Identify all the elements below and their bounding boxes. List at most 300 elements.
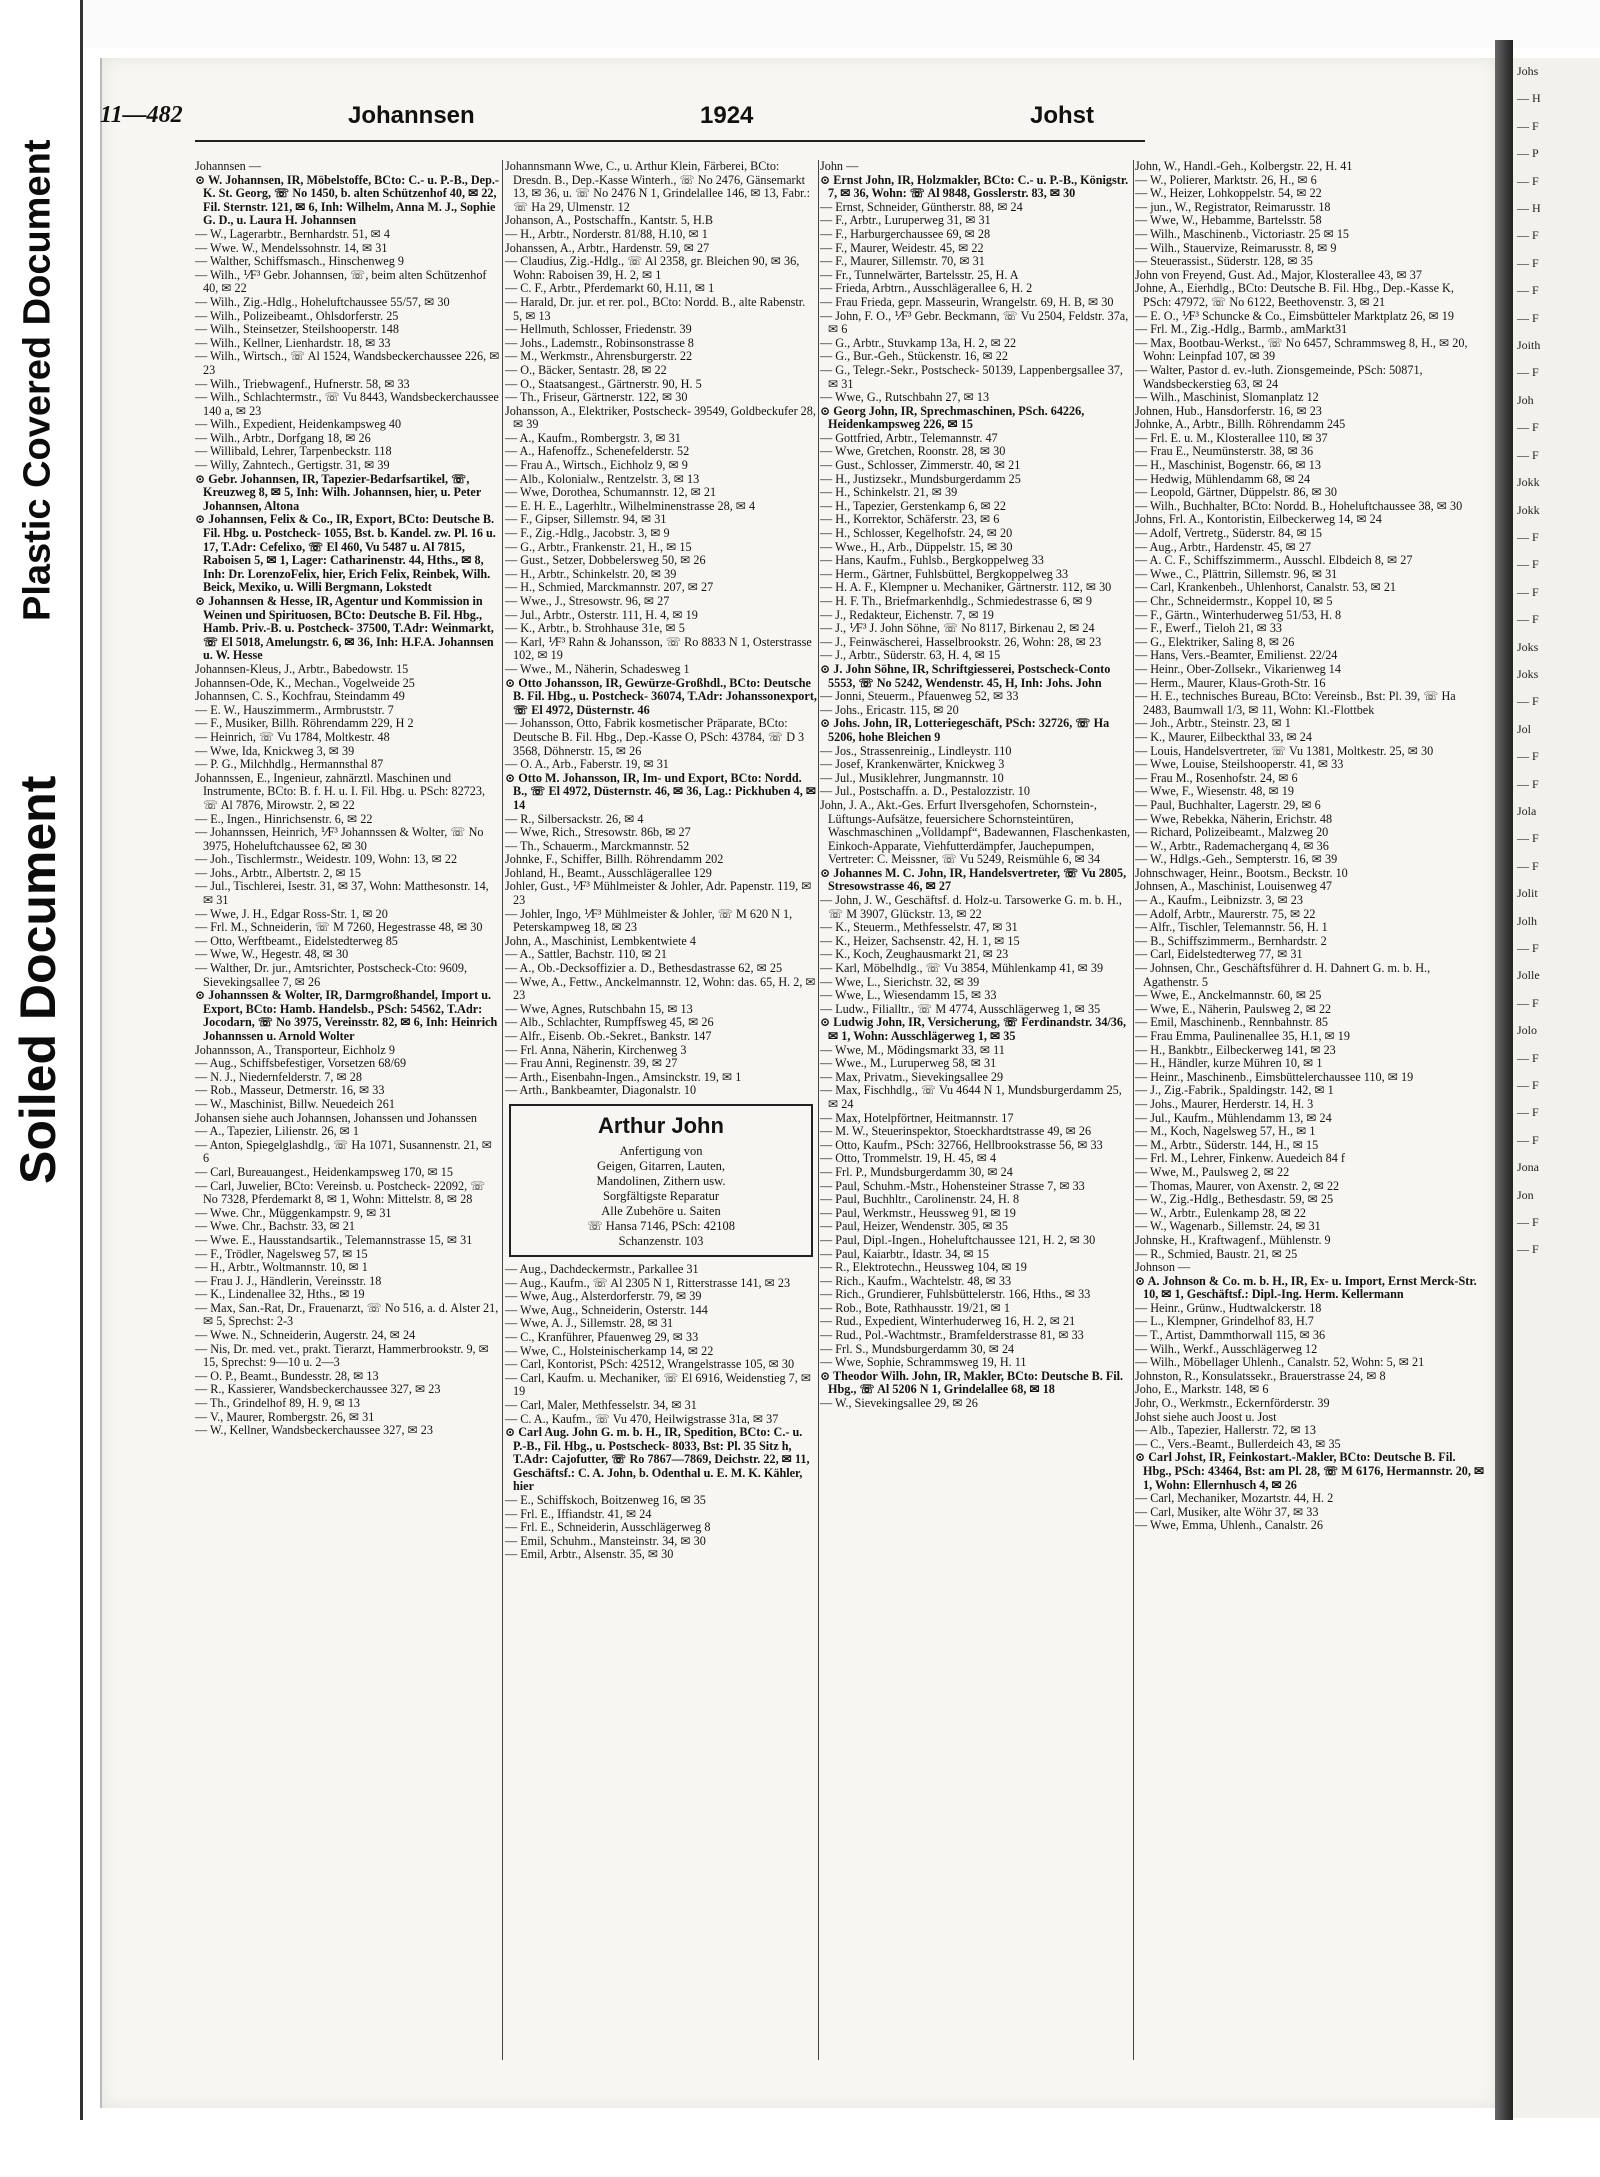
directory-entry: — E. W., Hauszimmerm., Armbruststr. 7 (195, 702, 394, 717)
next-page-line: — F (1517, 1105, 1539, 1120)
soiled-document-label: Soiled Document (10, 775, 66, 1185)
directory-entry: ⊙ Ernst John, IR, Holzmakler, BCto: C.- u. P.-B., Königstr. 7, ✉ 36, Wohn: ☏ Al 9848, Gosslerstr. 83, ✉ 30 (820, 172, 1129, 201)
next-page-line: — F (1517, 365, 1539, 380)
page-gutter-shadow (1495, 40, 1513, 2130)
directory-entry: — H. F. Th., Briefmarkenhdlg., Schmiedestrasse 6, ✉ 9 (820, 594, 1093, 608)
directory-entry: — Emil, Arbtr., Alsenstr. 35, ✉ 30 (505, 1547, 674, 1562)
next-page-line: Joith (1517, 338, 1541, 353)
directory-entry: — Wwe., M., Näherin, Schadesweg 1 (505, 661, 690, 676)
directory-entry: — Joh., Tischlermstr., Weidestr. 109, Wohn: 13, ✉ 22 (195, 852, 458, 867)
directory-entry: — Rich., Grundierer, Fuhlsbüttelerstr. 166, Hths., ✉ 33 (820, 1287, 1091, 1302)
directory-entry: — Max, Privatm., Sievekingsallee 29 (820, 1069, 1004, 1084)
directory-entry: — Wilh., Schlachtermstr., ☏ Vu 8443, Wandsbeckerchaussee 140 a, ✉ 23 (195, 390, 499, 418)
directory-entry: — Frau Anni, Reginenstr. 39, ✉ 27 (505, 1056, 678, 1071)
directory-entry: — H., Arbtr., Norderstr. 81/88, H.10, ✉ 1 (505, 226, 708, 241)
directory-entry: — Carl, Maler, Methfesselstr. 34, ✉ 31 (505, 1397, 697, 1412)
directory-entry: — H., Arbtr., Schinkelstr. 20, ✉ 39 (505, 566, 677, 581)
directory-entry: — Alfr., Eisenb. Ob.-Sekret., Bankstr. 147 (505, 1029, 712, 1043)
directory-entry: Johannssen, E., Ingenieur, zahnärztl. Maschinen und Instrumente, BCto: B. f. H. u. I. Fil. Hbg. u. PSch: 82723, ☏ Al 7876, Mirowstr. 2, ✉ 22 (195, 770, 486, 812)
directory-entry: — Frl. P., Mundsburgerdamm 30, ✉ 24 (820, 1164, 1013, 1179)
directory-entry: — Wilh., Maschinist, Slomanplatz 12 (1135, 390, 1319, 405)
directory-entry: — Walter, Pastor d. ev.-luth. Zionsgemeinde, PSch: 50871, Wandsbeckerstieg 63, ✉ 24 (1135, 362, 1423, 391)
directory-entry: — Wwe, E., Näherin, Paulsweg 2, ✉ 22 (1135, 1001, 1332, 1016)
next-page-line: Joh (1517, 392, 1534, 407)
directory-entry: — Richard, Polizeibeamt., Malzweg 20 (1135, 825, 1329, 840)
next-page-line: Joks (1517, 639, 1539, 654)
directory-entry: — Wwe, Ida, Knickweg 3, ✉ 39 (195, 743, 355, 758)
column-divider (818, 160, 819, 2060)
directory-entry: — Hans, Kaufm., Fuhlsb., Bergkoppelweg 33 (820, 553, 1044, 568)
directory-entry: — Jonni, Steuerm., Pfauenweg 52, ✉ 33 (820, 689, 1019, 704)
directory-entry: — K., Koch, Zeughausmarkt 21, ✉ 23 (820, 947, 1009, 962)
directory-entry: — Thomas, Maurer, von Axenstr. 2, ✉ 22 (1135, 1178, 1340, 1193)
next-page-line: — F (1517, 831, 1539, 846)
directory-entry: — K., Steuerm., Methfesselstr. 47, ✉ 31 (820, 920, 1018, 935)
directory-entry: — Wilh., Werkf., Ausschlägerweg 12 (1135, 1341, 1318, 1356)
directory-entry: ⊙ Johannsen & Hesse, IR, Agentur und Kommission in Weinen und Spirituosen, BCto: Deutsche B. Fil. Hbg., Hamb. Priv.-B. u. Postcheck- 37500, T.Adr: Weinmarkt, ☏ El 5018, Amelungstr. 6, ✉ 36, Inh: H.F.A. Johannsen u. W. Hesse (195, 594, 494, 663)
next-page-line: Jolle (1517, 968, 1540, 983)
directory-entry: Johne, A., Eierhdlg., BCto: Deutsche B. Fil. Hbg., Dep.-Kasse K, PSch: 47972, ☏ No 6122, Beethovenstr. 3, ✉ 21 (1135, 281, 1454, 309)
scan-label-strip (0, 0, 83, 2177)
directory-entry: — C., Vers.-Beamt., Bullerdeich 43, ✉ 35 (1135, 1436, 1341, 1451)
right-catchword: Johst (1030, 102, 1095, 129)
directory-entry: — Louis, Handelsvertreter, ☏ Vu 1381, Moltkestr. 25, ✉ 30 (1135, 743, 1434, 758)
next-page-line: — F (1517, 941, 1539, 955)
directory-entry: — Frau Emma, Paulinenallee 35, H.1, ✉ 19 (1135, 1029, 1350, 1043)
directory-entry: — Joh., Arbtr., Steinstr. 23, ✉ 1 (1135, 716, 1291, 731)
directory-entry: — Alb., Kolonialw., Rentzelstr. 3, ✉ 13 (505, 471, 700, 486)
directory-entry: — K., Maurer, Eilbeckthal 33, ✉ 24 (1135, 729, 1312, 744)
ad-line: Alle Zubehöre u. Saiten (601, 1203, 721, 1218)
directory-entry: — H., Tapezier, Gerstenkamp 6, ✉ 22 (820, 498, 1006, 513)
directory-entry: — T., Artist, Dammthorwall 115, ✉ 36 (1135, 1328, 1326, 1343)
directory-entry: — Carl, Juwelier, BCto: Vereinsb. u. Postcheck- 22092, ☏ No 7328, Pferdemarkt 8, ✉ 1, Wohn: Mittelstr. 8, ✉ 28 (195, 1178, 486, 1207)
directory-entry: — Frl. E., Iffiandstr. 41, ✉ 24 (505, 1506, 652, 1521)
directory-entry: — Anton, Spiegelglashdlg., ☏ Ha 1071, Susannenstr. 21, ✉ 6 (195, 1137, 492, 1166)
next-page-line: — H (1517, 201, 1541, 216)
next-page-line: Joks (1517, 666, 1539, 681)
directory-entry: — Johnsen, Chr., Geschäftsführer d. H. Dahnert G. m. b. H., Agathenstr. 5 (1135, 961, 1431, 989)
directory-entry: — G., Arbtr., Frankenstr. 21, H., ✉ 15 (505, 539, 692, 554)
directory-entry: ⊙ A. Johnson & Co. m. b. H., IR, Ex- u. Import, Ernst Merck-Str. 10, ✉ 1, Geschäftsf.: Dipl.-Ing. Herm. Kellermann (1135, 1273, 1477, 1302)
directory-entry: — Wwe, W., Hegestr. 48, ✉ 30 (195, 947, 349, 962)
directory-entry: — Gust., Setzer, Dobbelersweg 50, ✉ 26 (505, 553, 706, 568)
directory-entry: — Johs., Arbtr., Albertstr. 2, ✉ 15 (195, 865, 361, 880)
advertisement-box (509, 1104, 813, 1257)
directory-entry: — Paul, Buchhltr., Carolinenstr. 24, H. 8 (820, 1192, 1020, 1207)
directory-entry: Johannsen, C. S., Kochfrau, Steindamm 49 (195, 689, 405, 704)
directory-entry: — E. O., ⅟F³ Schuncke & Co., Eimsbütteler Marktplatz 26, ✉ 19 (1135, 308, 1454, 323)
directory-entry: — Wwe, Aug., Alsterdorferstr. 79, ✉ 39 (505, 1289, 702, 1304)
directory-entry: Johnen, Hub., Hansdorferstr. 16, ✉ 23 (1135, 403, 1322, 418)
directory-entry: — Alb., Tapezier, Hallerstr. 72, ✉ 13 (1135, 1423, 1316, 1438)
directory-entry: Johannsmann Wwe, C., u. Arthur Klein, Färberei, BCto: Dresdn. B., Dep.-Kasse Winterh., ☏ No 2476, Gänsemarkt 13, ✉ 36, u. ☏ No 2476 N 1, Grindelallee 146, ✉ 13, Fabr.: ☏ Ha 29, Ulmenstr. 12 (505, 160, 810, 214)
directory-entry: — G., Telegr.-Sekr., Postscheck- 50139, Lappenbergsallee 37, ✉ 31 (820, 362, 1123, 391)
directory-entry: — Frl. M., Schneiderin, ☏ M 7260, Hegestrasse 48, ✉ 30 (195, 920, 483, 935)
directory-entry: — Jul., Musiklehrer, Jungmannstr. 10 (820, 770, 1004, 785)
directory-entry: — Wwe., H., Arb., Düppelstr. 15, ✉ 30 (820, 539, 1013, 554)
directory-entry: — Carl, Kontorist, PSch: 42512, Wrangelstrasse 105, ✉ 30 (505, 1357, 795, 1372)
directory-entry: — Wwe, G., Rutschbahn 27, ✉ 13 (820, 390, 990, 405)
directory-entry: — Wwe. Chr., Müggenkampstr. 9, ✉ 31 (195, 1205, 392, 1220)
directory-entry: — Chr., Schneidermstr., Koppel 10, ✉ 5 (1135, 594, 1333, 608)
directory-entry: — F., Gipser, Sillemstr. 94, ✉ 31 (505, 512, 667, 527)
directory-entry: — Wwe, J. H., Edgar Ross-Str. 1, ✉ 20 (195, 906, 388, 921)
directory-entry: — Gust., Schlosser, Zimmerstr. 40, ✉ 21 (820, 458, 1021, 473)
directory-entry: — Alb., Schlachter, Rumpffsweg 45, ✉ 26 (505, 1015, 714, 1030)
directory-entry: — F., Musiker, Billh. Röhrendamm 229, H 2 (195, 716, 414, 731)
directory-entry: — H., Korrektor, Schäferstr. 23, ✉ 6 (820, 512, 1000, 527)
directory-entry: — Wilh., Möbellager Uhlenh., Canalstr. 52, Wohn: 5, ✉ 21 (1135, 1355, 1425, 1370)
directory-entry: ⊙ Johs. John, IR, Lotteriegeschäft, PSch: 32726, ☏ Ha 5206, hohe Bleichen 9 (820, 716, 1110, 744)
directory-entry: — Willibald, Lehrer, Tarpenbeckstr. 118 (195, 444, 392, 459)
directory-entry: — M. W., Steuerinspektor, Stoeckhardtstrasse 49, ✉ 26 (820, 1124, 1092, 1139)
directory-entry: — H., Schmied, Marckmannstr. 207, ✉ 27 (505, 580, 714, 595)
next-page-line: Jolh (1517, 913, 1538, 928)
directory-entry: — Wilh., Wirtsch., ☏ Al 1524, Wandsbeckerchaussee 226, ✉ 23 (195, 349, 500, 377)
directory-entry: — M., Werkmstr., Ahrensburgerstr. 22 (505, 349, 693, 364)
directory-entry: — Carl, Bureauangest., Heidenkampsweg 170, ✉ 15 (195, 1164, 453, 1179)
directory-entry: — R., Elektrotechn., Heussweg 104, ✉ 19 (820, 1260, 1027, 1275)
directory-entry: — J., ⅟F³ J. John Söhne, ☏ No 8117, Birkenau 2, ✉ 24 (820, 621, 1095, 636)
directory-entry: — E., Schiffskoch, Boitzenweg 16, ✉ 35 (505, 1493, 706, 1508)
next-page-line: — F (1517, 529, 1539, 544)
directory-entry: Johannsen — (195, 160, 262, 173)
directory-entry: — Wwe. Chr., Bachstr. 33, ✉ 21 (195, 1219, 355, 1234)
directory-entry: — W., Wagenarb., Sillemstr. 24, ✉ 31 (1135, 1219, 1321, 1234)
directory-entry: — Gottfried, Arbtr., Telemannstr. 47 (820, 430, 998, 445)
next-page-line: — F (1517, 995, 1539, 1010)
directory-entry: — Jos., Strassenreinig., Lindleystr. 110 (820, 743, 1012, 758)
directory-entry: — Johs., Lademstr., Robinsonstrasse 8 (505, 335, 694, 350)
directory-entry: — N. J., Niedernfelderstr. 7, ✉ 28 (195, 1069, 362, 1084)
ad-line: Anfertigung von (619, 1143, 703, 1158)
directory-entry: Johland, H., Beamt., Ausschlägerallee 129 (505, 865, 712, 880)
directory-entry: — O. A., Arb., Faberstr. 19, ✉ 31 (505, 757, 669, 772)
directory-entry: — Johansson, Otto, Fabrik kosmetischer Präparate, BCto: Deutsche B. Fil. Hbg., Dep.-Kasse O, PSch: 43784, ☏ D 3 3568, Döhnerstr. 15, ✉ 26 (505, 716, 805, 758)
directory-entry: — Wwe, Agnes, Rutschbahn 15, ✉ 13 (505, 1001, 693, 1016)
directory-entry: ⊙ Otto Johansson, IR, Gewürze-Großhdl., BCto: Deutsche B. Fil. Hbg., u. Postcheck- 36074, T.Adr: Johanssonexport, ☏ El 4972, Düsternstr. 46 (505, 675, 817, 717)
directory-entry: — Willy, Zahntech., Gertigstr. 31, ✉ 39 (195, 458, 390, 473)
directory-entry: — F., Trödler, Nagelsweg 57, ✉ 15 (195, 1246, 368, 1261)
next-page-line: — F (1517, 1242, 1539, 1257)
column-2 (505, 160, 817, 2100)
directory-entry: — Frl. E. u. M., Klosterallee 110, ✉ 37 (1135, 430, 1328, 445)
directory-entry: — W., Sievekingsallee 29, ✉ 26 (820, 1396, 978, 1411)
directory-entry: — Wilh., Maschinenb., Victoriastr. 25 ✉ 15 (1135, 226, 1350, 241)
directory-entry: — R., Silbersackstr. 26, ✉ 4 (505, 811, 644, 826)
directory-entry: — Rob., Masseur, Detmerstr. 16, ✉ 33 (195, 1083, 385, 1098)
directory-entry: — H. E., technisches Bureau, BCto: Vereinsb., Bst: Pl. 39, ☏ Ha 2483, Baumwall 1/3, ✉ 11, Wohn: Kl.-Flottbek (1135, 689, 1456, 717)
next-page-line: — F (1517, 1132, 1539, 1147)
directory-entry: — Heinr., Grünw., Hudtwalckerstr. 18 (1135, 1300, 1322, 1315)
directory-entry: — F., Harburgerchaussee 69, ✉ 28 (820, 226, 991, 241)
directory-entry: — Paul, Buchhalter, Lagerstr. 29, ✉ 6 (1135, 797, 1321, 812)
directory-entry: — Frau M., Rosenhofstr. 24, ✉ 6 (1135, 770, 1298, 785)
directory-entry: — Herm., Maurer, Klaus-Groth-Str. 16 (1135, 675, 1326, 690)
directory-entry: — P. G., Milchhdlg., Hermannsthal 87 (195, 757, 384, 772)
directory-entry: — O. P., Beamt., Bundesstr. 28, ✉ 13 (195, 1368, 379, 1383)
directory-entry: ⊙ Georg John, IR, Sprechmaschinen, PSch. 64226, Heidenkampsweg 226, ✉ 15 (820, 403, 1085, 432)
column-divider (502, 160, 503, 2060)
directory-entry: — H. A. F., Klempner u. Mechaniker, Gärtnerstr. 112, ✉ 30 (820, 580, 1112, 595)
directory-entry: Johnschwager, Heinr., Bootsm., Beckstr. 10 (1135, 865, 1348, 880)
directory-entry: — Carl, Mechaniker, Mozartstr. 44, H. 2 (1135, 1491, 1334, 1506)
directory-entry: — Herm., Gärtner, Fuhlsbüttel, Bergkoppelweg 33 (820, 566, 1069, 581)
next-page-line: — F (1517, 228, 1539, 243)
directory-entry: — Aug., Kaufm., ☏ Al 2305 N 1, Ritterstrasse 141, ✉ 23 (505, 1275, 791, 1290)
directory-entry: — W., Maschinist, Billw. Neuedeich 261 (195, 1096, 395, 1111)
directory-entry: — G., Bur.-Geh., Stückenstr. 16, ✉ 22 (820, 349, 1008, 364)
column-3 (820, 160, 1135, 2100)
directory-entry: — Max, Bootbau-Werkst., ☏ No 6457, Schrammsweg 8, H., ✉ 20, Wohn: Leinpfad 107, ✉ 39 (1135, 335, 1468, 364)
directory-entry: — Adolf, Arbtr., Maurerstr. 75, ✉ 22 (1135, 906, 1316, 921)
directory-entry: — A., Kaufm., Rombergstr. 3, ✉ 31 (505, 430, 681, 445)
next-page-line: Jona (1517, 1160, 1539, 1175)
next-page-line: — F (1517, 310, 1539, 325)
directory-entry: — R., Schmied, Baustr. 21, ✉ 25 (1135, 1246, 1298, 1261)
directory-entry: Johnke, A., Arbtr., Billh. Röhrendamm 245 (1135, 417, 1346, 432)
directory-entry: — Wilh., Stauervize, Reimarusstr. 8, ✉ 9 (1135, 240, 1337, 255)
directory-entry: — Wwe, A. J., Sillemstr. 28, ✉ 31 (505, 1316, 674, 1331)
directory-entry: Johanson, A., Postschaffn., Kantstr. 5, H.B (505, 213, 713, 228)
directory-entry: — Wwe, Rebekka, Näherin, Erichstr. 48 (1135, 811, 1333, 826)
directory-entry: — Heinr., Ober-Zollsekr., Vikarienweg 14 (1135, 661, 1341, 676)
directory-entry: — C. A., Kaufm., ☏ Vu 470, Heilwigstrasse 31a, ✉ 37 (505, 1411, 779, 1426)
directory-entry: — L., Klempner, Grindelhof 83, H.7 (1135, 1314, 1314, 1329)
left-catchword: Johannsen (348, 102, 475, 129)
directory-entry: — Wwe, A., Fettw., Anckelmannstr. 12, Wohn: das. 65, H. 2, ✉ 23 (505, 974, 816, 1003)
directory-entry: — Aug., Schiffsbefestiger, Vorsetzen 68/69 (195, 1056, 407, 1071)
directory-entry: — W., Arbtr., Rademacherganq 4, ✉ 36 (1135, 838, 1329, 853)
directory-entry: — O., Bäcker, Sentastr. 28, ✉ 22 (505, 362, 667, 377)
directory-entry: — Claudius, Zig.-Hdlg., ☏ Al 2358, gr. Bleichen 90, ✉ 36, Wohn: Raboisen 39, H. 2, ✉ 1 (505, 254, 800, 282)
directory-entry: ⊙ Carl Aug. John G. m. b. H., IR, Spedition, BCto: C.- u. P.-B., Fil. Hbg., u. Postscheck- 8033, Bst: Pl. 35 Sitz h, T.Adr: Cajofutter, ☏ Ro 7867—7869, Deichstr. 22, ✉ 11, Geschäftsf.: C. A. John, b. Odenthal u. E. M. K. Kähler, hier (505, 1425, 810, 1494)
directory-entry: — Wwe, M., Paulsweg 2, ✉ 22 (1135, 1164, 1290, 1179)
directory-entry: — Fr., Tunnelwärter, Bartelsstr. 25, H. A (820, 267, 1019, 282)
directory-entry: — B., Schiffszimmerm., Bernhardstr. 2 (1135, 933, 1327, 948)
directory-entry: — E., Ingen., Hinrichsenstr. 6, ✉ 22 (195, 811, 373, 826)
directory-entry: — Carl, Eidelstedterweg 77, ✉ 31 (1135, 947, 1303, 962)
directory-entry: — Wwe, Sophie, Schrammsweg 19, H. 11 (820, 1355, 1027, 1370)
directory-entry: — Frau J. J., Händlerin, Vereinsstr. 18 (195, 1273, 382, 1288)
directory-entry: Johst siehe auch Joost u. Jost (1135, 1409, 1277, 1424)
directory-entry: — Ernst, Schneider, Güntherstr. 88, ✉ 24 (820, 199, 1023, 214)
directory-entry: — W., Zig.-Hdlg., Bethesdastr. 59, ✉ 25 (1135, 1192, 1334, 1207)
directory-entry: — Th., Friseur, Gärtnerstr. 122, ✉ 30 (505, 390, 688, 405)
directory-entry: — Max, San.-Rat, Dr., Frauenarzt, ☏ No 516, a. d. Alster 21, ✉ 5, Sprechst: 2-3 (195, 1300, 499, 1329)
next-page-line: — F (1517, 173, 1539, 188)
scan-top-margin (0, 0, 1600, 48)
next-page-line: — H (1517, 91, 1541, 106)
directory-entry: Johannsen-Ode, K., Mechan., Vogelweide 25 (195, 675, 415, 690)
directory-entry: ⊙ Otto M. Johansson, IR, Im- und Export, BCto: Nordd. B., ☏ El 4972, Düsternstr. 46, ✉ 36, Lag.: Pickhuben 4, ✉ 14 (505, 770, 817, 812)
ad-line: Geigen, Gitarren, Lauten, (596, 1158, 726, 1173)
directory-entry: — Karl, Möbelhdlg., ☏ Vu 3854, Mühlenkamp 41, ✉ 39 (820, 961, 1104, 976)
directory-entry: Johansson, A., Elektriker, Postscheck- 39549, Goldbeckufer 28, ✉ 39 (505, 403, 816, 432)
directory-entry: — Adolf, Vertretg., Süderstr. 84, ✉ 15 (1135, 526, 1323, 541)
directory-entry: — C. F., Arbtr., Pferdemarkt 60, H.11, ✉ 1 (505, 281, 715, 296)
directory-entry: — W., Lagerarbtr., Bernhardstr. 51, ✉ 4 (195, 226, 391, 241)
next-page-line: — F (1517, 584, 1539, 599)
directory-entry: — Wilh., Zig.-Hdlg., Hoheluftchaussee 55/57, ✉ 30 (195, 294, 450, 309)
directory-entry: — John, J. W., Geschäftsf. d. Holz-u. Tarsowerke G. m. b. H., ☏ M 3907, Glückstr. 13, ✉ 22 (820, 893, 1122, 921)
next-page-line: — F (1517, 447, 1539, 462)
directory-entry: — H., Händler, kurze Mühren 10, ✉ 1 (1135, 1056, 1323, 1071)
directory-entry: John, J. A., Akt.-Ges. Erfurt Ilversgehofen, Schornstein-, Lüftungs-Aufsätze, feuersichere Schornsteintüren, Waschmaschinen „Volldampf“, Badewannen, Flaschenkasten, Einkoch-Apparate, Viehfutterdämpfer, Jauchepumpen, Vertreter: C. Meissner, ☏ Vu 5249, Reismühle 6, ✉ 34 (820, 797, 1131, 867)
directory-entry: — Jul., Arbtr., Osterstr. 111, H. 4, ✉ 19 (505, 607, 698, 622)
directory-entry: — Wilh., Triebwagenf., Hufnerstr. 58, ✉ 33 (195, 376, 410, 391)
directory-entry: — V., Maurer, Rombergstr. 26, ✉ 31 (195, 1409, 375, 1424)
directory-entry: — Max, Fischhdlg., ☏ Vu 4644 N 1, Mundsburgerdamm 25, ✉ 24 (820, 1083, 1122, 1111)
directory-entry: — Nis, Dr. med. vet., prakt. Tierarzt, Hammerbrookstr. 9, ✉ 15, Sprechst: 9—10 u. 2—3 (195, 1341, 489, 1370)
directory-entry: — Wwe, W., Hebamme, Bartelsstr. 58 (1135, 213, 1322, 228)
directory-entry: — K., Lindenallee 32, Hths., ✉ 19 (195, 1287, 365, 1302)
directory-entry: ⊙ Theodor Wilh. John, IR, Makler, BCto: Deutsche B. Fil. Hbg., ☏ Al 5206 N 1, Grindelallee 68, ✉ 18 (820, 1368, 1124, 1397)
next-page-line: — F (1517, 858, 1539, 873)
directory-entry: — Wwe, E., Anckelmannstr. 60, ✉ 25 (1135, 988, 1322, 1003)
next-page-edge (1513, 58, 1600, 2118)
directory-entry: — F., Maurer, Sillemstr. 70, ✉ 31 (820, 254, 985, 269)
directory-entry: Johnske, H., Kraftwagenf., Mühlenstr. 9 (1135, 1232, 1331, 1247)
directory-entry: John — (820, 160, 859, 173)
directory-entry: — A. C. F., Schiffszimmerm., Ausschl. Elbdeich 8, ✉ 27 (1135, 553, 1413, 568)
directory-entry: — Wwe, C., Holsteinischerkamp 14, ✉ 22 (505, 1343, 714, 1358)
directory-entry: — W., Heizer, Lohkoppelstr. 54, ✉ 22 (1135, 186, 1322, 201)
directory-entry: — Frl. S., Mundsburgerdamm 30, ✉ 24 (820, 1341, 1015, 1356)
directory-entry: — A., Ob.-Decksoffizier a. D., Bethesdastrasse 62, ✉ 25 (505, 961, 783, 976)
directory-entry: Johnsen, A., Maschinist, Louisenweg 47 (1135, 879, 1333, 894)
column-divider (1133, 160, 1134, 2060)
directory-entry: — Frl. E., Schneiderin, Ausschlägerweg 8 (505, 1520, 711, 1535)
next-page-line: Jokk (1517, 475, 1540, 490)
directory-entry: — Wwe, F., Wiesenstr. 48, ✉ 19 (1135, 784, 1294, 799)
directory-entry: — J., Feinwäscherei, Hasselbrookstr. 26, Wohn: 28, ✉ 23 (820, 634, 1102, 649)
directory-entry: — Wilh., Arbtr., Dorfgang 18, ✉ 26 (195, 430, 371, 445)
directory-entry: — J., Zig.-Fabrik., Spaldingstr. 142, ✉ 1 (1135, 1083, 1334, 1098)
directory-entry: — W., Kellner, Wandsbeckerchaussee 327, ✉ 23 (195, 1423, 433, 1438)
directory-entry: Johanssen, A., Arbtr., Hardenstr. 59, ✉ 27 (505, 240, 710, 255)
next-page-line: — F (1517, 1215, 1539, 1230)
directory-entry: — Frl. M., Lehrer, Finkenw. Auedeich 84 f (1135, 1151, 1345, 1166)
directory-entry: — Josef, Krankenwärter, Knickweg 3 (820, 757, 1005, 772)
directory-entry: — F., Ewerf., Tieloh 21, ✉ 33 (1135, 621, 1283, 636)
directory-entry: — G., Arbtr., Stuvkamp 13a, H. 2, ✉ 22 (820, 335, 1017, 350)
directory-entry: Johler, Gust., ⅟F³ Mühlmeister & Johler, Adr. Papenstr. 119, ✉ 23 (505, 879, 812, 908)
directory-entry: — J., Redakteur, Eichenstr. 7, ✉ 19 (820, 607, 994, 622)
directory-entry: — H., Bankbtr., Eilbeckerweg 141, ✉ 23 (1135, 1042, 1336, 1057)
directory-entry: Johr, O., Werkmstr., Eckernförderstr. 39 (1135, 1396, 1330, 1411)
directory-entry: — Wwe. E., Hausstandsartik., Telemannstrasse 15, ✉ 31 (195, 1232, 473, 1247)
directory-entry: John von Freyend, Gust. Ad., Major, Klosterallee 43, ✉ 37 (1135, 267, 1422, 282)
directory-entry: — Rud., Pol.-Wachtmstr., Bramfelderstrasse 81, ✉ 33 (820, 1328, 1084, 1343)
directory-entry: — A., Kaufm., Leibnizstr. 3, ✉ 23 (1135, 893, 1303, 908)
directory-entry: — Max, Hotelpförtner, Heitmannstr. 17 (820, 1110, 1014, 1125)
next-page-line: — F (1517, 1078, 1539, 1093)
directory-entry: Johnston, R., Konsulatssekr., Brauerstrasse 24, ✉ 8 (1135, 1368, 1386, 1383)
directory-entry: ⊙ Johannssen & Wolter, IR, Darmgroßhandel, Import u. Export, BCto: Hamb. Handelsb., PSch: 54562, T.Adr: Jocodarn, ☏ No 3975, Vereinsstr. 82, ✉ 6, Inh: Heinrich Johannssen u. Arnold Wolter (195, 988, 498, 1043)
directory-entry: — E. H. E., Lagerhltr., Wilhelminenstrasse 28, ✉ 4 (505, 498, 756, 513)
directory-entry: ⊙ Johannes M. C. John, IR, Handelsvertreter, ☏ Vu 2805, Stresowstrasse 46, ✉ 27 (820, 865, 1127, 894)
directory-entry: — Wwe. W., Mendelssohnstr. 14, ✉ 31 (195, 240, 388, 255)
directory-entry: — M., Arbtr., Süderstr. 144, H., ✉ 15 (1135, 1137, 1319, 1152)
directory-entry: — Walther, Schiffsmasch., Hinschenweg 9 (195, 254, 404, 269)
next-page-line: Jola (1517, 803, 1537, 818)
directory-entry: — Heinr., Maschinenb., Eimsbüttelerchaussee 110, ✉ 19 (1135, 1069, 1414, 1084)
directory-entry: — W., Arbtr., Eulenkamp 28, ✉ 22 (1135, 1205, 1307, 1220)
directory-entry: — F., Maurer, Weidestr. 45, ✉ 22 (820, 240, 984, 255)
directory-entry: — Wilh., Expedient, Heidenkampsweg 40 (195, 417, 402, 432)
directory-entry: — G., Elektriker, Saling 8, ✉ 26 (1135, 634, 1295, 649)
directory-entry: — A., Sattler, Bachstr. 110, ✉ 21 (505, 947, 667, 962)
directory-entry: — H., Schlosser, Kegelhofstr. 24, ✉ 20 (820, 526, 1013, 541)
directory-entry: — Wwe, M., Mödingsmarkt 33, ✉ 11 (820, 1042, 1005, 1057)
directory-entry: — Frau Frieda, gepr. Masseurin, Wrangelstr. 69, H. B, ✉ 30 (820, 294, 1114, 309)
directory-entry: — H., Arbtr., Woltmannstr. 10, ✉ 1 (195, 1260, 368, 1275)
directory-entry: — M., Koch, Nagelsweg 57, H., ✉ 1 (1135, 1124, 1316, 1139)
directory-entry: — O., Staatsangest., Gärtnerstr. 90, H. 5 (505, 376, 702, 391)
directory-entry: — Wilh., ⅟F³ Gebr. Johannsen, ☏, beim alten Schützenhof 40, ✉ 22 (195, 267, 487, 296)
directory-entry: Johns, Frl. A., Kontoristin, Eilbeckerweg 14, ✉ 24 (1135, 512, 1382, 527)
directory-entry: — Wwe., M., Luruperweg 58, ✉ 31 (820, 1056, 997, 1071)
directory-entry: — H., Justizsekr., Mundsburgerdamm 25 (820, 471, 1021, 486)
directory-entry: ⊙ Gebr. Johannsen, IR, Tapezier-Bedarfsartikel, ☏, Kreuzweg 8, ✉ 5, Inh: Wilh. Johannsen, hier, u. Peter Johannsen, Altona (195, 471, 482, 513)
directory-year: 1924 (700, 102, 754, 129)
directory-entry: — Wilh., Polizeibeamt., Ohlsdorferstr. 25 (195, 308, 399, 323)
directory-entry: — K., Heizer, Sachsenstr. 42, H. 1, ✉ 15 (820, 933, 1020, 948)
next-page-line: — F (1517, 612, 1539, 627)
ad-line: ☏ Hansa 7146, PSch: 42108 (587, 1218, 735, 1233)
directory-entry: — Hedwig, Mühlendamm 68, ✉ 24 (1135, 471, 1311, 486)
directory-entry: — Aug., Arbtr., Hardenstr. 45, ✉ 27 (1135, 539, 1312, 554)
directory-entry: — jun., W., Registrator, Reimarusstr. 18 (1135, 199, 1331, 214)
directory-entry: — Wilh., Steinsetzer, Steilshooperstr. 148 (195, 322, 399, 337)
directory-entry: — Wwe, Aug., Schneiderin, Osterstr. 144 (505, 1302, 708, 1317)
directory-entry: John, W., Handl.-Geh., Kolbergstr. 22, H. 41 (1135, 160, 1353, 173)
directory-entry: — W., Polierer, Marktstr. 26, H., ✉ 6 (1135, 172, 1317, 187)
next-page-line: Jolo (1517, 1023, 1538, 1038)
directory-entry: — Otto, Kaufm., PSch: 32766, Hellbrookstrasse 56, ✉ 33 (820, 1137, 1103, 1152)
next-page-line: — F (1517, 118, 1539, 133)
ad-title: Arthur John (598, 1112, 724, 1138)
next-page-line: — F (1517, 749, 1539, 764)
directory-entry: — Paul, Werkmstr., Heussweg 91, ✉ 19 (820, 1205, 1016, 1220)
directory-entry: — Harald, Dr. jur. et rer. pol., BCto: Nordd. B., alte Rabenstr. 5, ✉ 13 (505, 294, 806, 323)
directory-entry: — Paul, Schuhm.-Mstr., Hohensteiner Strasse 7, ✉ 33 (820, 1178, 1085, 1193)
directory-entry: — Jul., Kaufm., Mühlendamm 13, ✉ 24 (1135, 1110, 1332, 1125)
next-page-line: — F (1517, 694, 1539, 709)
directory-entry: — Paul, Heizer, Wendenstr. 305, ✉ 35 (820, 1219, 1008, 1234)
column-4 (1135, 160, 1485, 2100)
directory-entry: — Jul., Postschaffn. a. D., Pestalozzistr. 10 (820, 784, 1030, 799)
directory-entry: — Heinrich, ☏ Vu 1784, Moltkestr. 48 (195, 729, 390, 744)
directory-entry: — Wwe. N., Schneiderin, Augerstr. 24, ✉ 24 (195, 1328, 416, 1343)
directory-entry: Johnke, F., Schiffer, Billh. Röhrendamm 202 (505, 852, 724, 867)
directory-entry: — Carl, Krankenbeh., Uhlenhorst, Canalstr. 53, ✉ 21 (1135, 580, 1397, 595)
directory-entry: — Wilh., Buchhalter, BCto: Nordd. B., Hoheluftchaussee 38, ✉ 30 (1135, 498, 1463, 513)
directory-entry: — W., Hdlgs.-Geh., Sempterstr. 16, ✉ 39 (1135, 852, 1338, 867)
directory-entry: — Aug., Dachdeckermstr., Parkallee 31 (505, 1261, 699, 1276)
directory-entry: — Th., Schauerm., Marckmannstr. 52 (505, 838, 690, 853)
directory-entry: — Carl, Kaufm. u. Mechaniker, ☏ El 6916, Weidenstieg 7, ✉ 19 (505, 1370, 812, 1399)
directory-entry: — H., Maschinist, Bogenstr. 66, ✉ 13 (1135, 458, 1321, 473)
directory-entry: — R., Kassierer, Wandsbeckerchaussee 327, ✉ 23 (195, 1382, 441, 1397)
directory-entry: — Arth., Eisenbahn-Ingen., Amsinckstr. 19, ✉ 1 (505, 1069, 742, 1084)
directory-entry: — Johannssen, Heinrich, ⅟F³ Johannssen & Wolter, ☏ No 3975, Hoheluftchaussee 62, ✉ 30 (195, 825, 484, 853)
directory-entry: — Wwe, L., Wiesendamm 15, ✉ 33 (820, 988, 997, 1003)
next-page-line: Jon (1517, 1187, 1534, 1202)
column-1 (195, 160, 500, 2100)
